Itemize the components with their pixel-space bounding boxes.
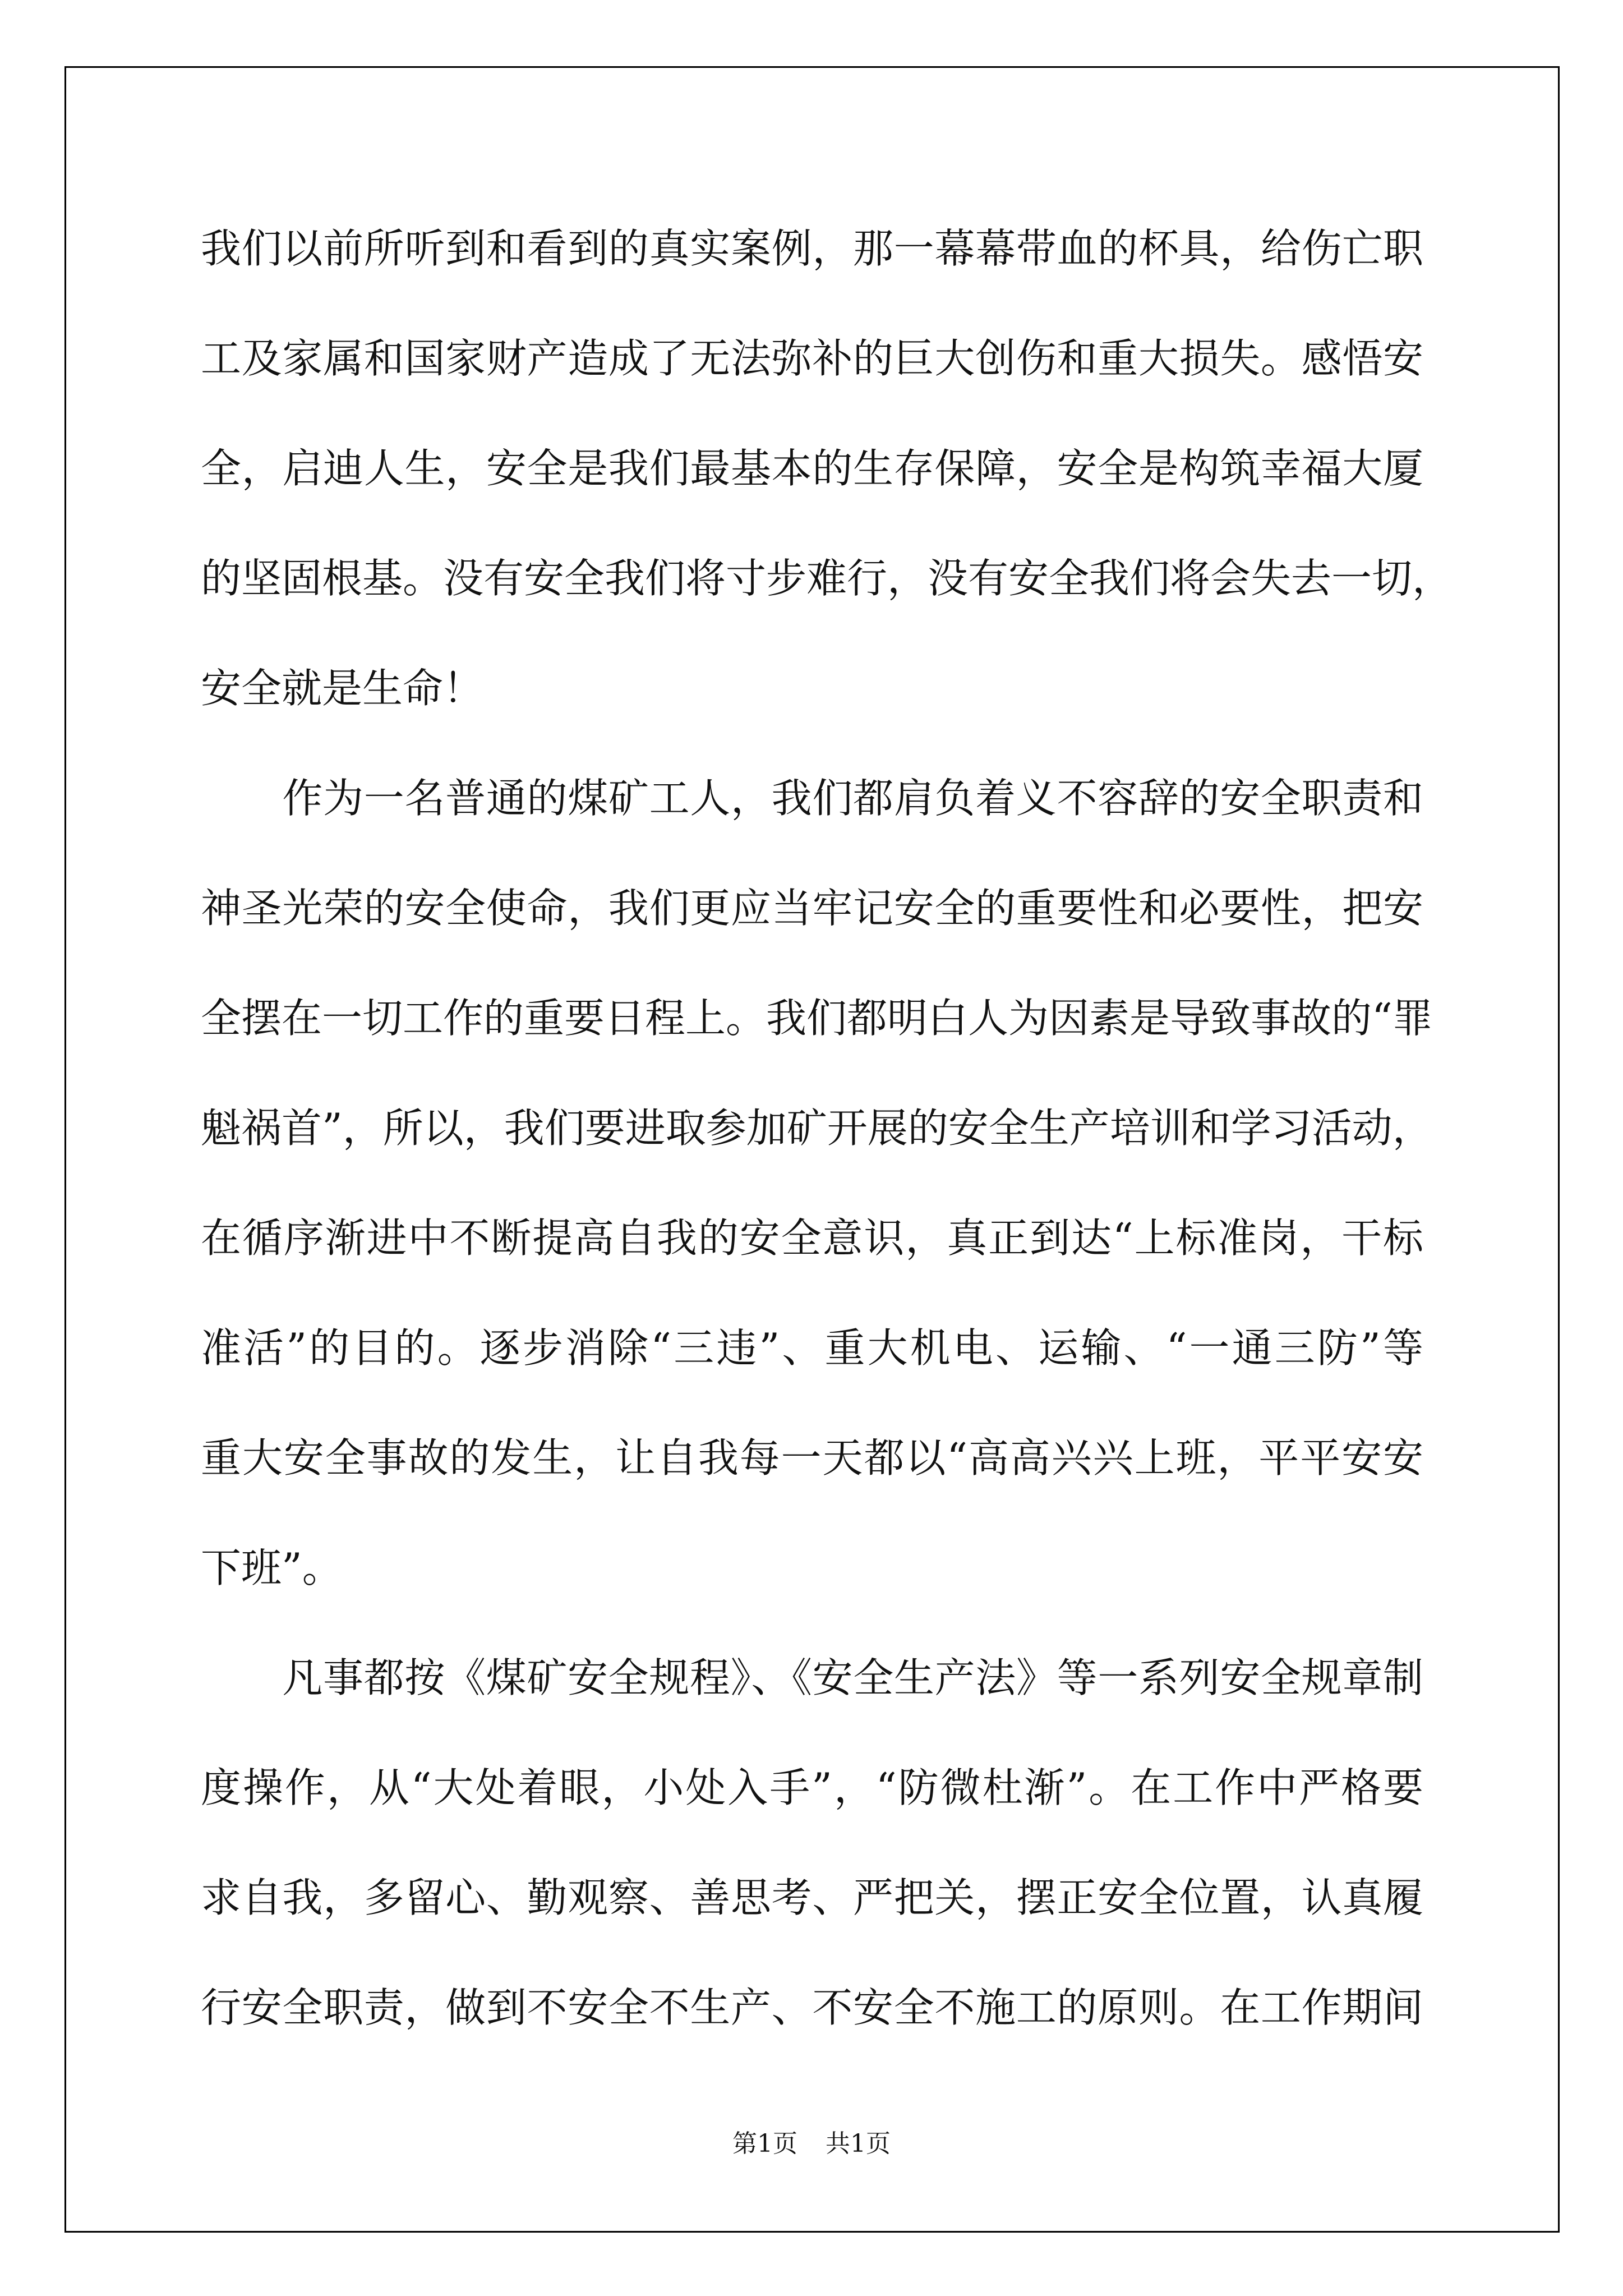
text-line: 准活”的目的。逐步消除“三违”、重大机电、运输、“一通三防”等 xyxy=(201,1324,1423,1372)
text-line: 度操作，从“大处着眼，小处入手”，“防微杜渐”。在工作中严格要 xyxy=(201,1764,1423,1811)
text-line: 凡事都按《煤矿安全规程》、《安全生产法》等一系列安全规章制 xyxy=(201,1654,1423,1701)
page-footer xyxy=(0,2123,1623,2159)
text-line: 全摆在一切工作的重要日程上。我们都明白人为因素是导致事故的“罪 xyxy=(201,995,1433,1042)
text-line: 作为一名普通的煤矿工人，我们都肩负着义不容辞的安全职责和 xyxy=(201,775,1423,822)
page-number-total: 共1页 xyxy=(826,2129,891,2158)
text-line: 魁祸首”，所以，我们要进取参加矿开展的安全生产培训和学习活动， xyxy=(201,1105,1433,1152)
text-line: 下班”。 xyxy=(201,1544,343,1591)
text-line: 求自我，多留心、勤观察、善思考、严把关，摆正安全位置，认真履 xyxy=(201,1874,1423,1921)
document-body xyxy=(201,194,1453,2063)
text-line: 安全就是生命！ xyxy=(201,665,484,712)
text-line: 工及家属和国家财产造成了无法弥补的巨大创伤和重大损失。感悟安 xyxy=(201,335,1423,382)
text-line: 的坚固根基。没有安全我们将寸步难行，没有安全我们将会失去一切， xyxy=(201,555,1453,602)
text-line: 我们以前所听到和看到的真实案例，那一幕幕带血的杯具，给伤亡职 xyxy=(201,225,1423,272)
text-line: 行安全职责，做到不安全不生产、不安全不施工的原则。在工作期间 xyxy=(201,1984,1423,2031)
text-line: 在循序渐进中不断提高自我的安全意识，真正到达“上标准岗，干标 xyxy=(201,1214,1423,1262)
text-line: 神圣光荣的安全使命，我们更应当牢记安全的重要性和必要性，把安 xyxy=(201,885,1423,932)
page-number-current: 第1页 xyxy=(732,2129,797,2158)
text-line: 全，启迪人生，安全是我们最基本的生存保障，安全是构筑幸福大厦 xyxy=(201,445,1423,492)
text-line: 重大安全事故的发生，让自我每一天都以“高高兴兴上班，平平安安 xyxy=(201,1434,1423,1481)
